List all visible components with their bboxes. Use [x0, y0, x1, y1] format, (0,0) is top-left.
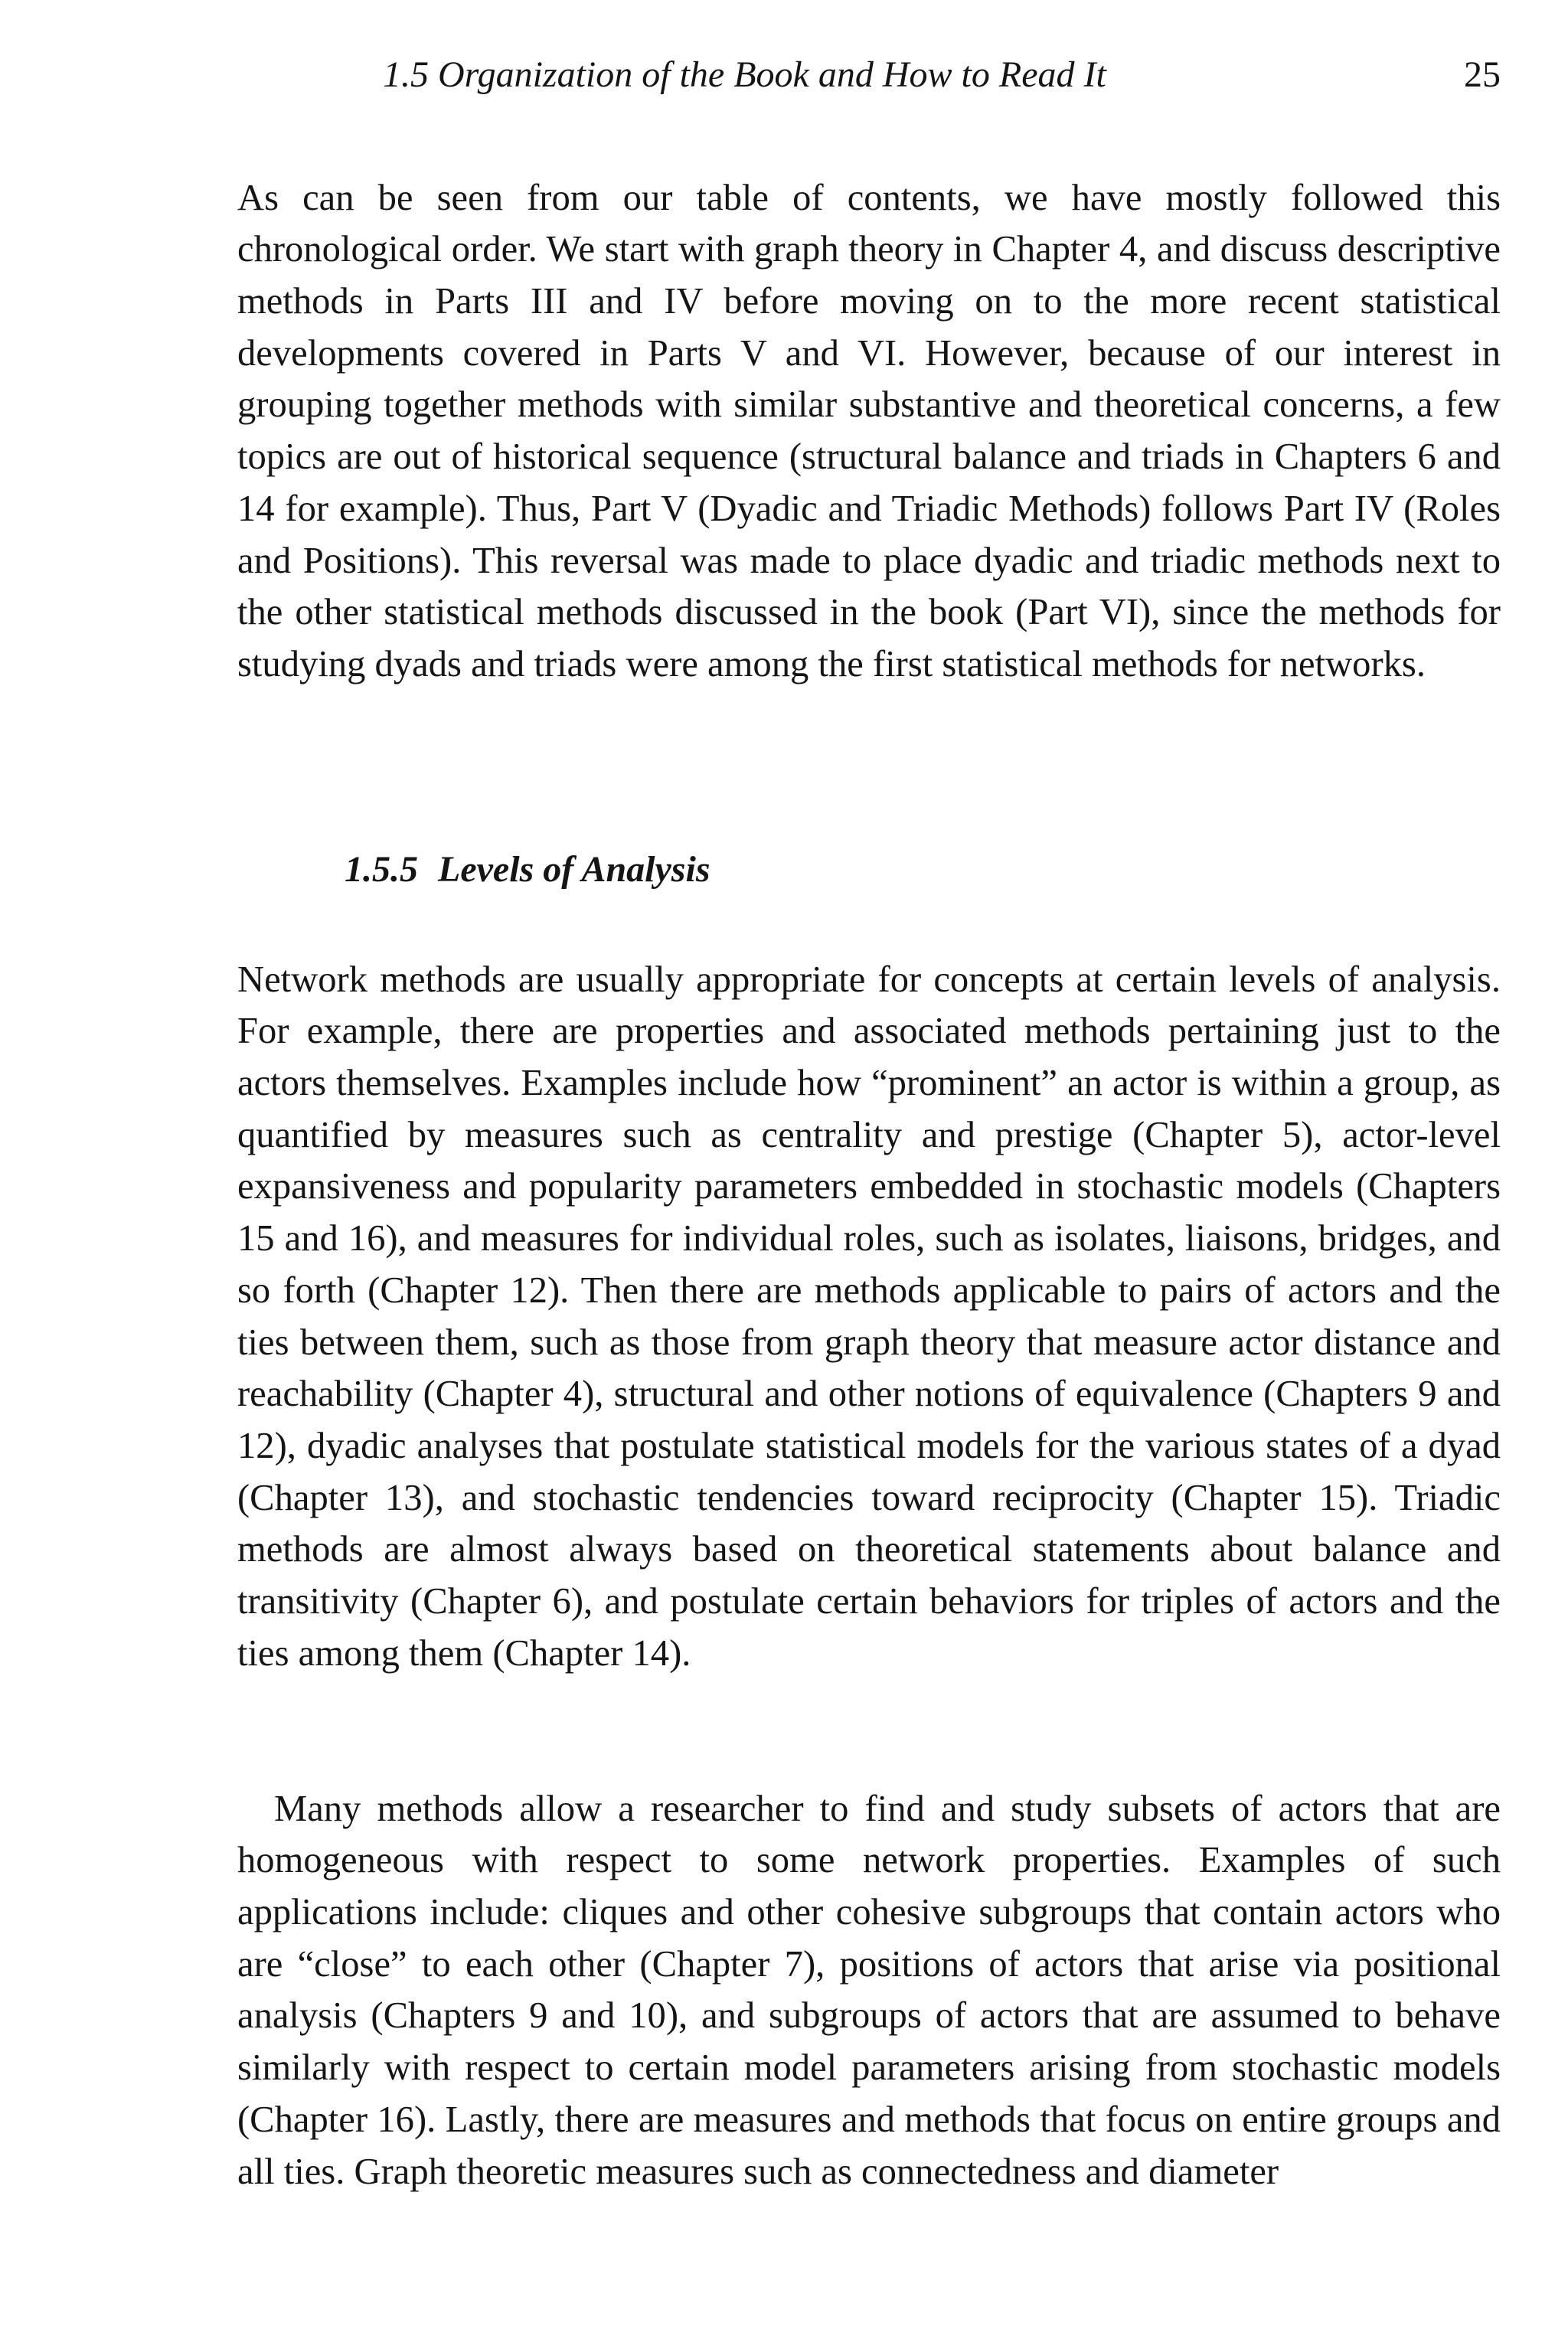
paragraph-chronological-order: As can be seen from our table of contents, we have mostly followed this chronological order. We start with graph theory in Chapter 4, and discuss descriptive methods in Parts III and IV before moving on to the more recent statistical developments covered in Parts V and VI. However, because of our interest in grouping together methods with similar substantive and theoretical concerns, a few topics are out of historical sequence (structural balance and triads in Chapters 6 and 14 for example). Thus, Part V (Dyadic and Triadic Methods) follows Part IV (Roles and Positions). This reversal was made to place dyadic and triadic methods next to the other statistical methods discussed in the book (Part VI), since the methods for studying dyads and triads were among the first statistical methods for networks. [237, 176, 1501, 684]
section-number: 1.5.5 [345, 849, 418, 890]
paragraph-levels-of-analysis: Network methods are usually appropriate for concepts at certain levels of analysis. For example, there are properties and associated methods pertaining just to the actors themselves. Examples include how “prominent” an actor is within a group, as quantified by measures such as centrality and prestige (Chapter 5), actor-level expansiveness and popularity parameters embedded in stochastic models (Chapters 15 and 16), and measures for individual roles, such as isolates, liaisons, bridges, and so forth (Chapter 12). Then there are methods applicable to pairs of actors and the ties between them, such as those from graph theory that measure actor distance and reachability (Chapter 4), structural and other notions of equivalence (Chapters 9 and 12), dyadic analyses that postulate statistical models for the various states of a dyad (Chapter 13), and stochastic tendencies toward reciprocity (Chapter 15). Triadic methods are almost always based on theoretical statements about balance and transitivity (Chapter 6), and postulate certain behaviors for triples of actors and the ties among them (Chapter 14). [237, 958, 1501, 1674]
paragraph-subsets-of-actors: Many methods allow a researcher to find and study subsets of actors that are homogeneous with respect to some network properties. Examples of such applications include: cliques and other cohesive subgroups that contain actors who are “close” to each other (Chapter 7), positions of actors that arise via positional analysis (Chapters 9 and 10), and subgroups of actors that are assumed to behave similarly with respect to certain model parameters arising from stochastic models (Chapter 16). Lastly, there are measures and methods that focus on entire groups and all ties. Graph theoretic measures such as connectedness and diameter [237, 1787, 1501, 2192]
section-title: Levels of Analysis [438, 849, 710, 890]
page-number: 25 [1464, 54, 1501, 95]
section-heading [345, 848, 710, 890]
running-head [237, 54, 1501, 115]
running-head-title: 1.5 Organization of the Book and How to Read It [383, 54, 1106, 95]
